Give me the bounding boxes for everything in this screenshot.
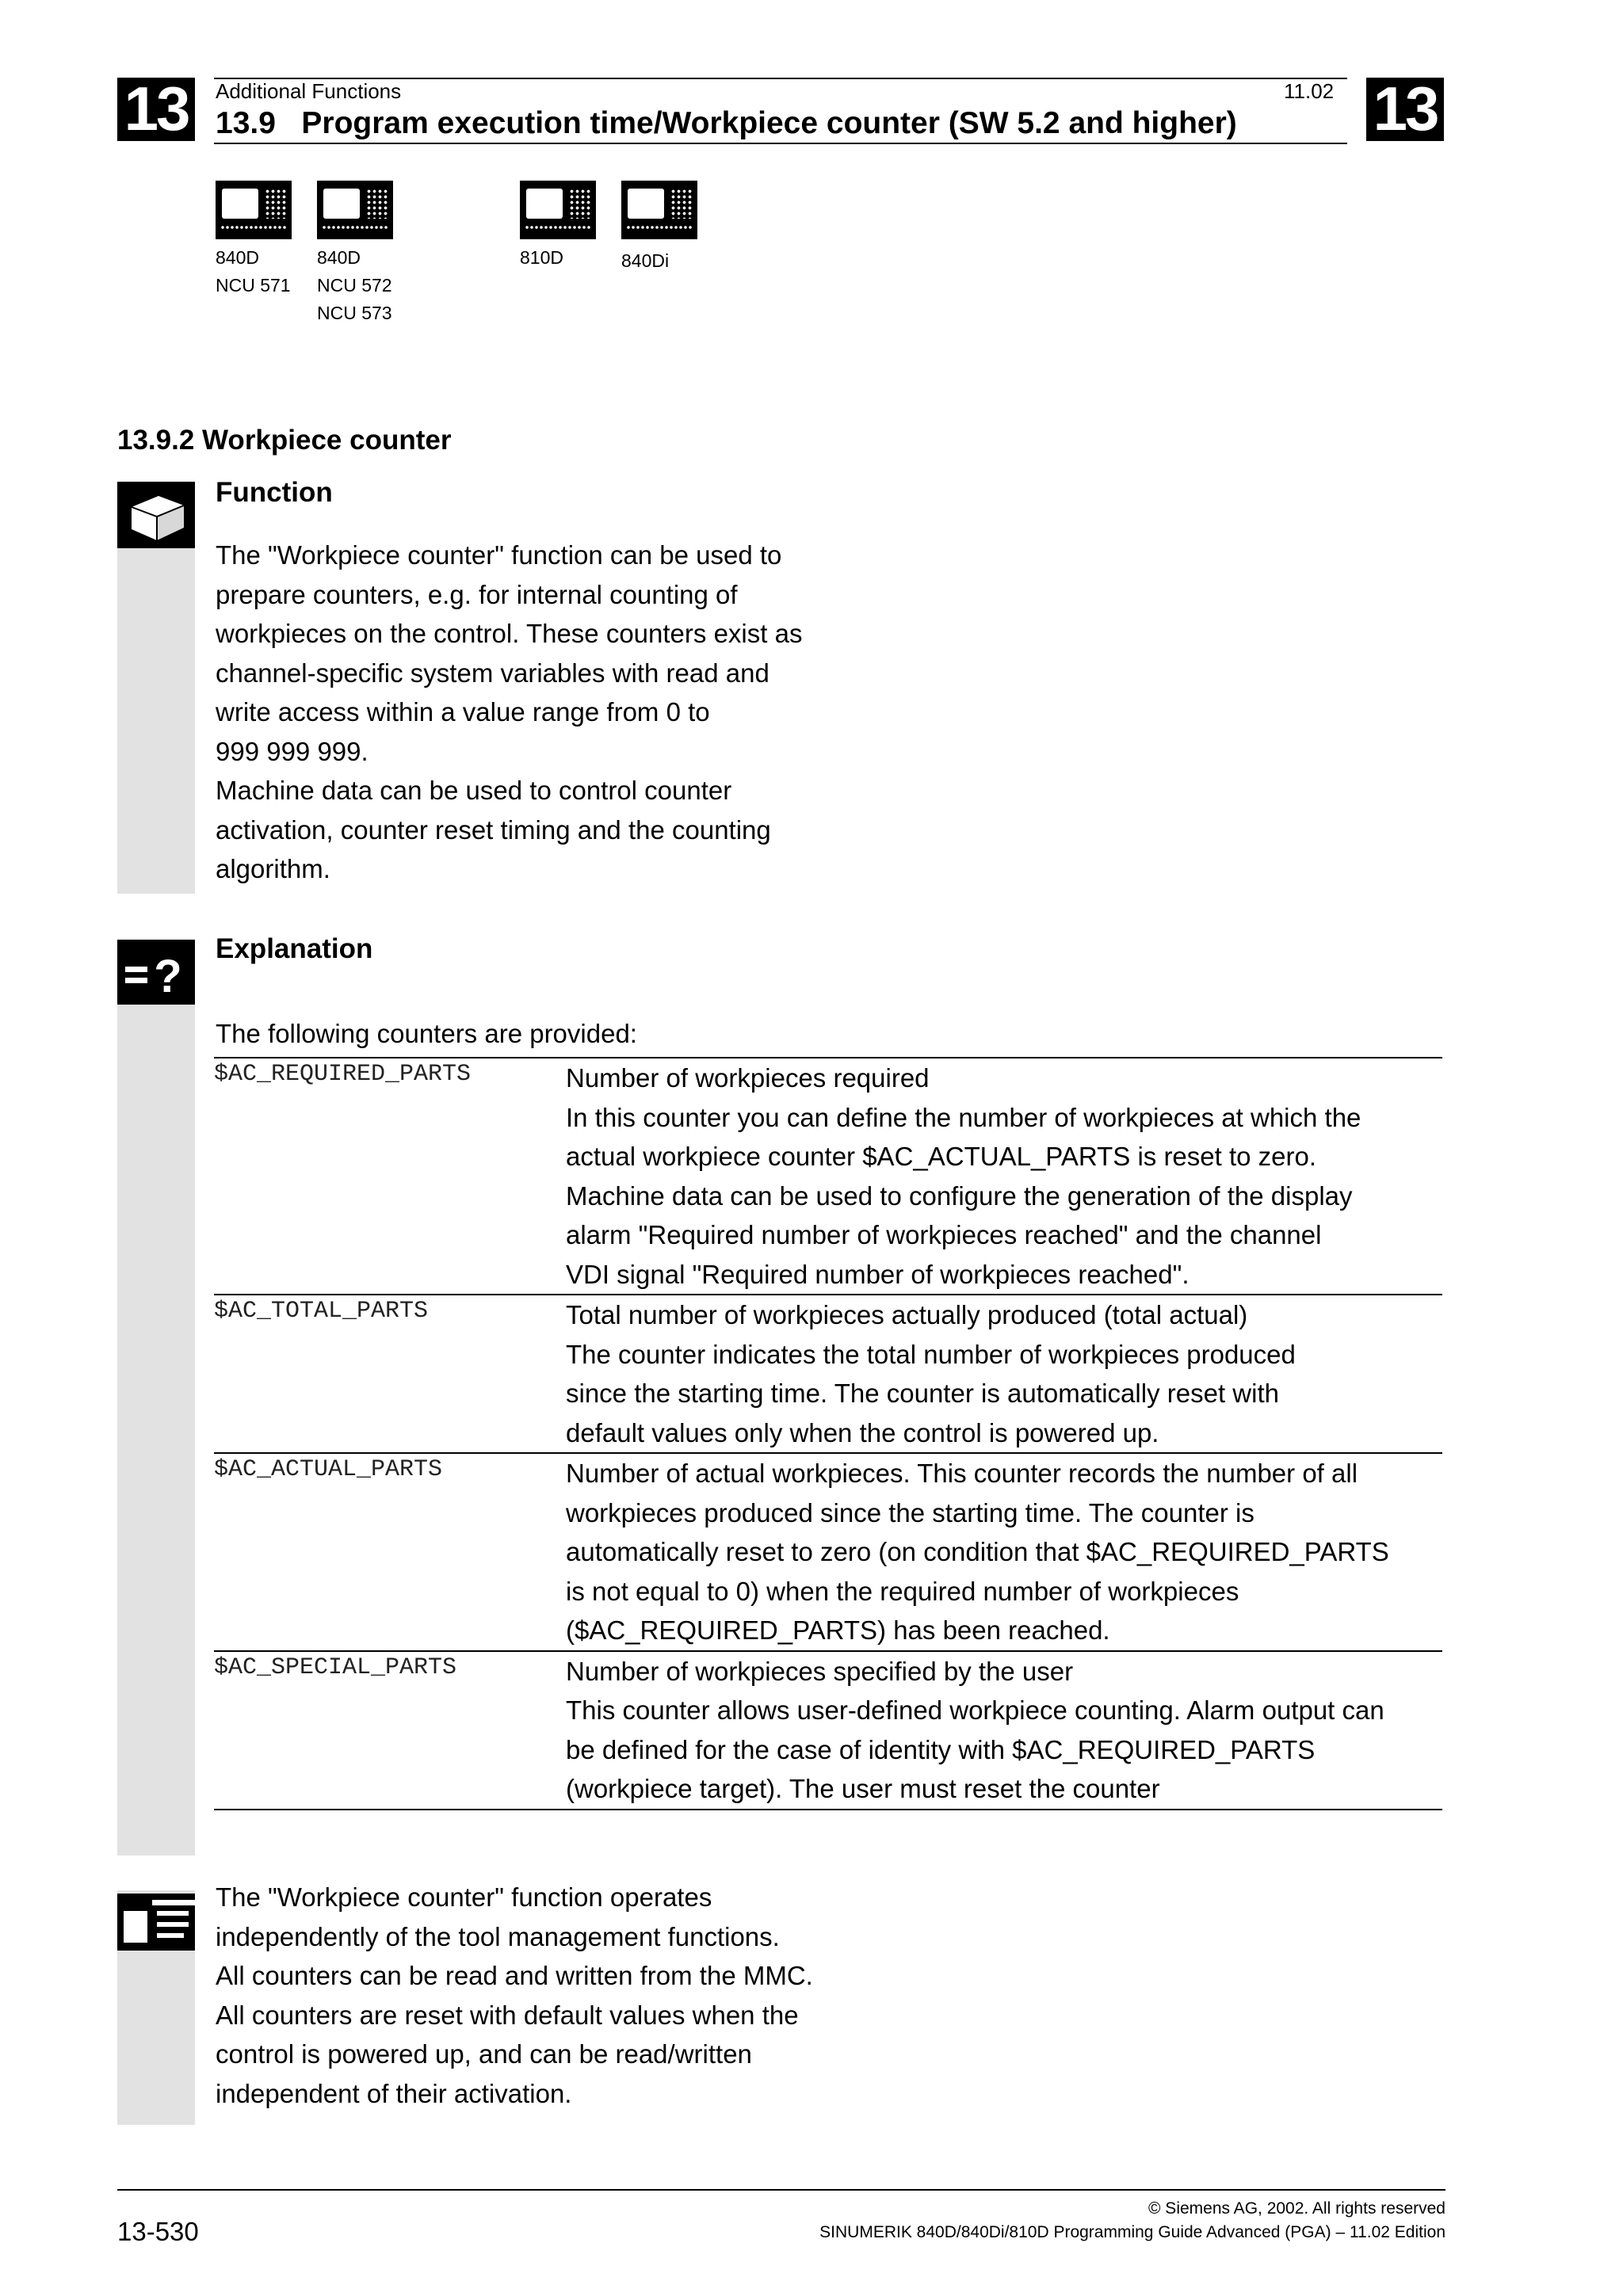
table-row (214, 1057, 1442, 1294)
counter-name: $AC_TOTAL_PARTS (214, 1298, 429, 1325)
counter-description: Number of actual workpieces. This counter records the number of all workpieces produced since the starting time. The counter is automatically reset to zero (on condition that $AC_REQUIRED_PARTS is not equal to 0) when the required number of workpieces ($AC_REQUIRED_PARTS) has been reached. (566, 1459, 1389, 1645)
footer-product: SINUMERIK 840D/840Di/810D Programming Guide Advanced (PGA) – 11.02 Edition (819, 2223, 1445, 2241)
explanation-icon (117, 940, 195, 1005)
header-rule-top (214, 78, 1347, 79)
counter-name: $AC_SPECIAL_PARTS (214, 1653, 457, 1681)
controller-icon-840di (621, 181, 697, 239)
page-title: 13.9 Program execution time/Workpiece counter (SW 5.2 and higher) (216, 106, 1237, 140)
table-row (214, 1294, 1442, 1452)
explanation-intro: The following counters are provided: (216, 1019, 637, 1048)
explanation-sidebar (117, 940, 195, 1855)
function-paragraph: The "Workpiece counter" function can be used to prepare counters, e.g. for internal counting of workpieces on the control. These counters exist as channel-specific system variables with read and write access within a value range from 0 to 999 999 999. Machine data can be used to control counter activation, counter reset timing and the counting algorithm. (216, 540, 803, 883)
subsection-title: 13.9.2 Workpiece counter (117, 425, 452, 456)
page-number: 13-530 (117, 2217, 199, 2246)
function-cube-icon (117, 482, 195, 548)
controller-icon-840d-ncu572 (317, 181, 393, 239)
chapter-number-right: 13 (1366, 78, 1444, 141)
header-rule-bottom (214, 143, 1347, 144)
counter-name: $AC_ACTUAL_PARTS (214, 1456, 443, 1483)
controller-icon-840d-ncu571 (216, 181, 292, 239)
table-row (214, 1452, 1442, 1650)
header-edition: 11.02 (1284, 79, 1335, 103)
footer-copyright: © Siemens AG, 2002. All rights reserved (1148, 2199, 1445, 2218)
controller-label-1: 840D NCU 571 (216, 247, 291, 296)
controller-label-2: 840D NCU 572 NCU 573 (317, 247, 392, 323)
table-bottom-rule (214, 1809, 1442, 1810)
function-heading: Function (216, 477, 333, 508)
pointing-hand-icon (117, 1890, 195, 1954)
counters-table (214, 1057, 1442, 1810)
counter-description: Number of workpieces required In this counter you can define the number of workpieces at which the actual workpiece counter $AC_ACTUAL_PARTS is reset to zero. Machine data can be used to configure the generation of the display alarm "Required number of workpieces reached" and the channel VDI signal "Required number of workpieces reached". (566, 1063, 1361, 1289)
controller-icon-810d (520, 181, 596, 239)
table-row (214, 1650, 1442, 1809)
note-paragraph: The "Workpiece counter" function operates independently of the tool management functions. All counters can be read and written from the MMC. All counters are reset with default values when the control is powered up, and can be read/written independent of their activation. (216, 1882, 813, 2108)
controller-label-4: 840Di (621, 250, 670, 271)
svg-text:?: ? (154, 951, 182, 1002)
counter-description: Total number of workpieces actually produced (total actual) The counter indicates the total number of workpieces produced since the starting time. The counter is automatically reset with default values only when the control is powered up. (566, 1300, 1296, 1447)
explanation-heading: Explanation (216, 933, 373, 964)
header-section-label: Additional Functions (216, 79, 402, 103)
counter-description: Number of workpieces specified by the user This counter allows user-defined workpiece counting. Alarm output can be defined for the case of identity with $AC_REQUIRED_PARTS (workpiece target). The user must reset the counter (566, 1656, 1384, 1803)
chapter-number-left: 13 (117, 78, 195, 141)
counter-name: $AC_REQUIRED_PARTS (214, 1061, 472, 1088)
controller-label-3: 810D (520, 247, 563, 268)
footer-rule (117, 2189, 1445, 2191)
